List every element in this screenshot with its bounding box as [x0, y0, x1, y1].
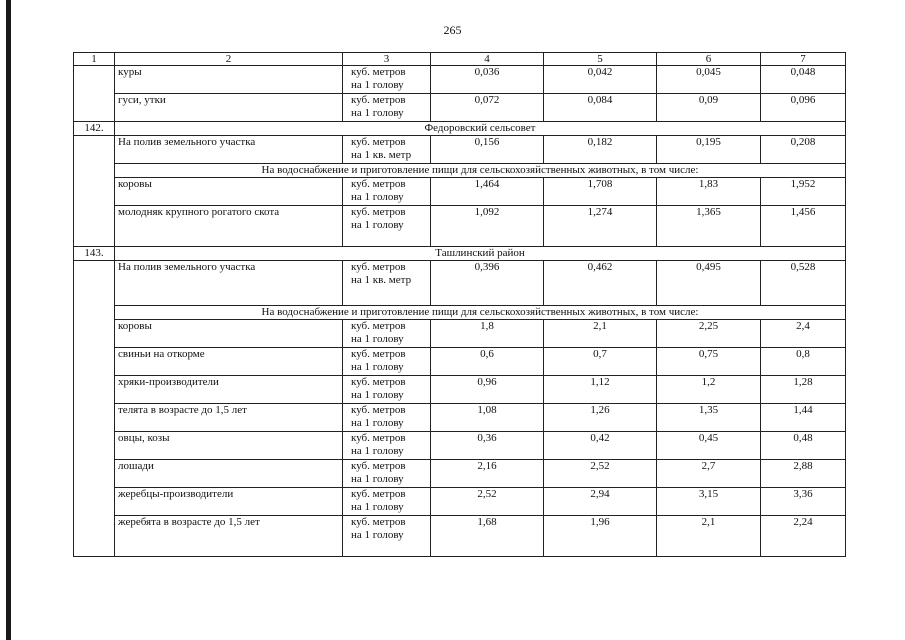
value-cell: 2,16: [431, 460, 544, 488]
value-cell: 2,1: [657, 516, 761, 557]
value-cell: 2,52: [431, 488, 544, 516]
value-cell: 2,94: [544, 488, 657, 516]
value-cell: 0,09: [657, 94, 761, 122]
value-cell: 0,528: [761, 261, 846, 306]
unit-cell: куб. метров на 1 голову: [343, 376, 431, 404]
value-cell: 0,75: [657, 348, 761, 376]
section-title: Ташлинский район: [115, 247, 846, 261]
value-cell: 1,12: [544, 376, 657, 404]
table-row: [74, 261, 846, 306]
item-name: лошади: [115, 460, 343, 488]
item-name: куры: [115, 66, 343, 94]
value-cell: 0,396: [431, 261, 544, 306]
table-row: [74, 516, 846, 557]
value-cell: 0,45: [657, 432, 761, 460]
column-number-row: [74, 53, 846, 66]
item-name: телята в возрасте до 1,5 лет: [115, 404, 343, 432]
col-number: 1: [74, 53, 115, 66]
section-header-row: [74, 122, 846, 136]
value-cell: 1,708: [544, 178, 657, 206]
value-cell: 0,084: [544, 94, 657, 122]
norms-table: [73, 52, 846, 557]
unit-cell: куб. метров на 1 голову: [343, 460, 431, 488]
value-cell: 2,1: [544, 320, 657, 348]
value-cell: 3,15: [657, 488, 761, 516]
value-cell: 0,156: [431, 136, 544, 164]
unit-cell: куб. метров на 1 голову: [343, 206, 431, 247]
item-name: овцы, козы: [115, 432, 343, 460]
value-cell: 0,182: [544, 136, 657, 164]
unit-cell: куб. метров на 1 голову: [343, 320, 431, 348]
value-cell: 0,462: [544, 261, 657, 306]
unit-cell: куб. метров на 1 голову: [343, 66, 431, 94]
col-number: 7: [761, 53, 846, 66]
value-cell: 0,495: [657, 261, 761, 306]
value-cell: 1,456: [761, 206, 846, 247]
table-row: [74, 178, 846, 206]
value-cell: 1,952: [761, 178, 846, 206]
value-cell: 1,83: [657, 178, 761, 206]
col-number: 4: [431, 53, 544, 66]
col-number: 5: [544, 53, 657, 66]
value-cell: 0,096: [761, 94, 846, 122]
value-cell: 1,26: [544, 404, 657, 432]
unit-cell: куб. метров на 1 голову: [343, 488, 431, 516]
unit-cell: куб. метров на 1 голову: [343, 94, 431, 122]
value-cell: 0,48: [761, 432, 846, 460]
value-cell: 0,072: [431, 94, 544, 122]
row-number-cell: [74, 66, 115, 122]
unit-cell: куб. метров на 1 кв. метр: [343, 261, 431, 306]
subheader-row: [74, 164, 846, 178]
value-cell: 1,28: [761, 376, 846, 404]
section-number: 143.: [74, 247, 115, 261]
value-cell: 2,7: [657, 460, 761, 488]
value-cell: 1,96: [544, 516, 657, 557]
page-number: 265: [443, 23, 462, 37]
value-cell: 0,208: [761, 136, 846, 164]
value-cell: 1,44: [761, 404, 846, 432]
section-number: 142.: [74, 122, 115, 136]
col-number: 3: [343, 53, 431, 66]
scan-edge-bar: [6, 0, 11, 640]
value-cell: 0,045: [657, 66, 761, 94]
value-cell: 1,8: [431, 320, 544, 348]
table-row: [74, 488, 846, 516]
value-cell: 3,36: [761, 488, 846, 516]
item-name: жеребцы-производители: [115, 488, 343, 516]
table-row: [74, 432, 846, 460]
value-cell: 2,4: [761, 320, 846, 348]
table-row: [74, 320, 846, 348]
section-header-row: [74, 247, 846, 261]
row-number-cell: [74, 136, 115, 247]
value-cell: 0,048: [761, 66, 846, 94]
value-cell: 0,36: [431, 432, 544, 460]
unit-cell: куб. метров на 1 голову: [343, 516, 431, 557]
value-cell: 0,6: [431, 348, 544, 376]
value-cell: 0,96: [431, 376, 544, 404]
value-cell: 1,35: [657, 404, 761, 432]
value-cell: 1,365: [657, 206, 761, 247]
value-cell: 2,24: [761, 516, 846, 557]
table-row: [74, 348, 846, 376]
value-cell: 1,464: [431, 178, 544, 206]
value-cell: 0,042: [544, 66, 657, 94]
value-cell: 1,092: [431, 206, 544, 247]
item-name: коровы: [115, 320, 343, 348]
item-name: коровы: [115, 178, 343, 206]
table-row: [74, 136, 846, 164]
value-cell: 2,25: [657, 320, 761, 348]
table-row: [74, 460, 846, 488]
table-row: [74, 94, 846, 122]
unit-cell: куб. метров на 1 голову: [343, 404, 431, 432]
value-cell: 1,68: [431, 516, 544, 557]
unit-cell: куб. метров на 1 голову: [343, 348, 431, 376]
value-cell: 0,8: [761, 348, 846, 376]
value-cell: 1,2: [657, 376, 761, 404]
value-cell: 1,08: [431, 404, 544, 432]
item-name: жеребята в возрасте до 1,5 лет: [115, 516, 343, 557]
col-number: 2: [115, 53, 343, 66]
unit-cell: куб. метров на 1 кв. метр: [343, 136, 431, 164]
item-name: На полив земельного участка: [115, 261, 343, 306]
value-cell: 2,52: [544, 460, 657, 488]
value-cell: 0,195: [657, 136, 761, 164]
item-name: На полив земельного участка: [115, 136, 343, 164]
item-name: свиньи на откорме: [115, 348, 343, 376]
col-number: 6: [657, 53, 761, 66]
subheader-row: [74, 306, 846, 320]
item-name: гуси, утки: [115, 94, 343, 122]
value-cell: 1,274: [544, 206, 657, 247]
value-cell: 2,88: [761, 460, 846, 488]
subheader-text: На водоснабжение и приготовление пищи для сельскохозяйственных животных, в том числе:: [115, 306, 846, 320]
row-number-cell: [74, 261, 115, 557]
table-row: [74, 404, 846, 432]
value-cell: 0,036: [431, 66, 544, 94]
value-cell: 0,7: [544, 348, 657, 376]
unit-cell: куб. метров на 1 голову: [343, 178, 431, 206]
item-name: хряки-производители: [115, 376, 343, 404]
unit-cell: куб. метров на 1 голову: [343, 432, 431, 460]
section-title: Федоровский сельсовет: [115, 122, 846, 136]
table-row: [74, 206, 846, 247]
table-row: [74, 376, 846, 404]
table-row: [74, 66, 846, 94]
item-name: молодняк крупного рогатого скота: [115, 206, 343, 247]
subheader-text: На водоснабжение и приготовление пищи для сельскохозяйственных животных, в том числе:: [115, 164, 846, 178]
value-cell: 0,42: [544, 432, 657, 460]
